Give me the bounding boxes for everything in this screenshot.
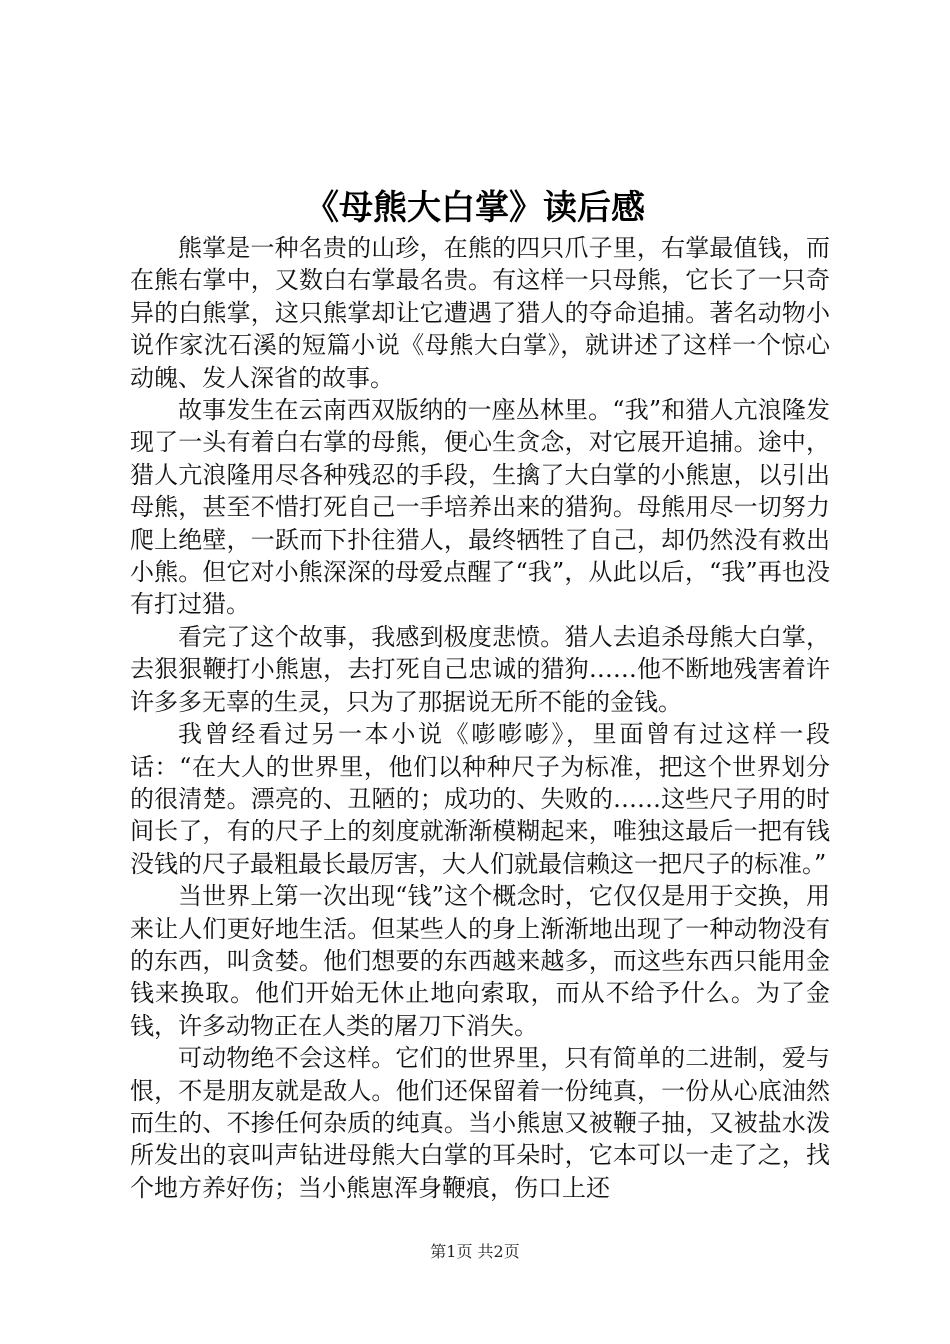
paragraph-5: 当世界上第一次出现“钱”这个概念时，它仅仅是用于交换，用来让人们更好地生活。但某些人的身上渐渐地出现了一种动物没有的东西，叫贪婪。他们想要的东西越来越多，而这些东西只能用金钱来换取。他们开始无休止地向索取，而从不给予什么。为了金钱，许多动物正在人类的屠刀下消失。: [130, 882, 830, 1040]
paragraph-3: 看完了这个故事，我感到极度悲愤。猎人去追杀母熊大白掌，去狠狠鞭打小熊崽，去打死自己忠诚的猎狗……他不断地残害着许许多多无辜的生灵，只为了那据说无所不能的金钱。: [130, 622, 830, 716]
paragraph-6: 可动物绝不会这样。它们的世界里，只有简单的二进制，爱与恨，不是朋友就是敌人。他们还保留着一份纯真，一份从心底油然而生的、不掺任何杂质的纯真。当小熊崽又被鞭子抽，又被盐水泼所发出的哀叫声钻进母熊大白掌的耳朵时，它本可以一走了之，找个地方养好伤；当小熊崽浑身鞭痕，伤口上还: [130, 1044, 830, 1202]
document-body: [130, 232, 830, 1204]
paragraph-1: 熊掌是一种名贵的山珍，在熊的四只爪子里，右掌最值钱，而在熊右掌中，又数白右掌最名贵。有这样一只母熊，它长了一只奇异的白熊掌，这只熊掌却让它遭遇了猎人的夺命追捕。著名动物小说作家沈石溪的短篇小说《母熊大白掌》，就讲述了这样一个惊心动魄、发人深省的故事。: [130, 234, 830, 392]
document-title: 《母熊大白掌》读后感: [305, 188, 645, 228]
paragraph-4: 我曾经看过另一本小说《嘭嘭嘭》，里面曾有过这样一段话：“在大人的世界里，他们以种种尺子为标准，把这个世界划分的很清楚。漂亮的、丑陋的；成功的、失败的……这些尺子用的时间长了，有的尺子上的刻度就渐渐模糊起来，唯独这最后一把有钱没钱的尺子最粗最长最厉害，大人们就最信赖这一把尺子的标准。”: [130, 720, 830, 878]
page-footer: 第1页 共2页: [430, 1242, 520, 1261]
paragraph-2: 故事发生在云南西双版纳的一座丛林里。“我”和猎人亢浪隆发现了一头有着白右掌的母熊，便心生贪念，对它展开追捕。途中，猎人亢浪隆用尽各种残忍的手段，生擒了大白掌的小熊崽，以引出母熊，甚至不惜打死自己一手培养出来的猎狗。母熊用尽一切努力爬上绝壁，一跃而下扑往猎人，最终牺牲了自己，却仍然没有救出小熊。但它对小熊深深的母爱点醒了“我”，从此以后，“我”再也没有打过猎。: [130, 396, 830, 619]
